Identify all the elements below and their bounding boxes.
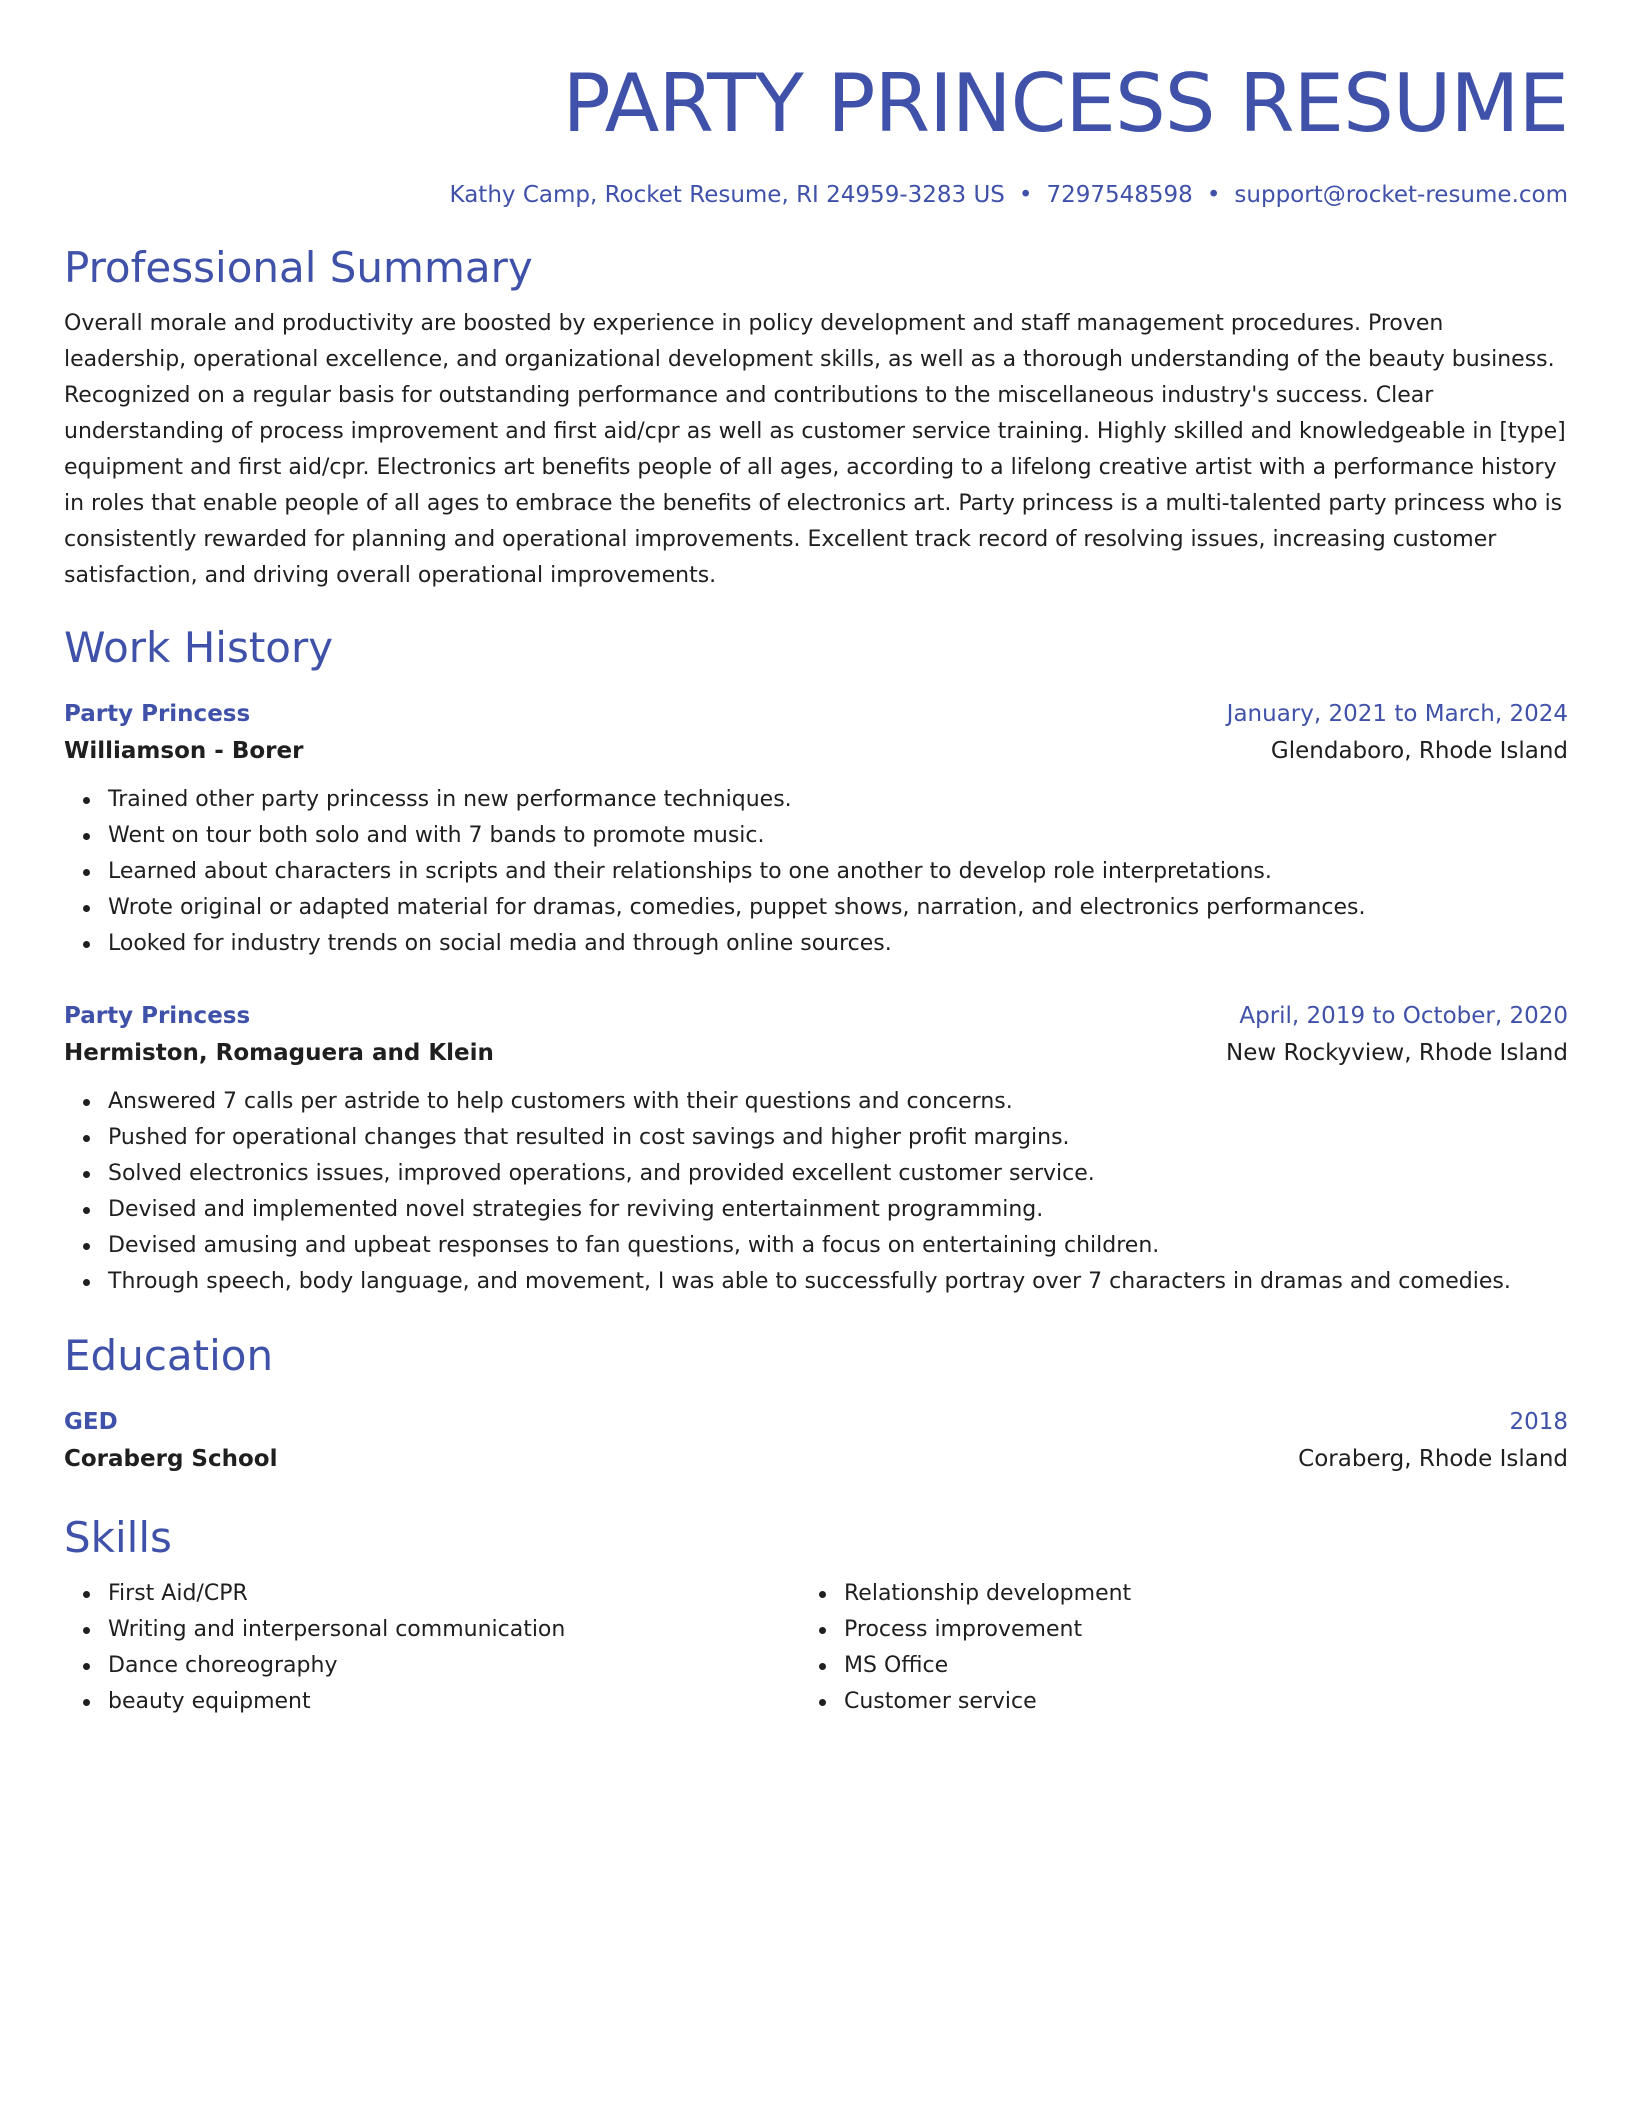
list-item: Trained other party princesss in new performance techniques. [108, 782, 1568, 818]
education-school: Coraberg School [64, 1446, 278, 1472]
education-entry [64, 1404, 1568, 1478]
job-entry [64, 998, 1568, 1300]
education-heading: Education [64, 1331, 274, 1380]
list-item: First Aid/CPR [108, 1576, 800, 1612]
list-item: Relationship development [844, 1576, 1536, 1612]
contact-line [64, 180, 1568, 210]
job-bullets [64, 1084, 1568, 1300]
list-item: Went on tour both solo and with 7 bands to promote music. [108, 818, 1568, 854]
list-item: Devised amusing and upbeat responses to fan questions, with a focus on entertaining children. [108, 1228, 1568, 1264]
job-header-row [64, 696, 1568, 732]
list-item: beauty equipment [108, 1684, 800, 1720]
job-dates: April, 2019 to October, 2020 [1239, 1003, 1568, 1029]
skills-grid [64, 1576, 1568, 1720]
skills-column-left [64, 1576, 800, 1720]
job-bullets [64, 782, 1568, 962]
education-school-row [64, 1440, 1568, 1478]
job-entry [64, 696, 1568, 962]
education-year: 2018 [1509, 1409, 1568, 1435]
job-header-row [64, 998, 1568, 1034]
education-header-row [64, 1404, 1568, 1440]
job-role: Party Princess [64, 701, 251, 727]
job-dates: January, 2021 to March, 2024 [1226, 701, 1568, 727]
list-item: MS Office [844, 1648, 1536, 1684]
job-company: Williamson - Borer [64, 738, 304, 764]
list-item: Pushed for operational changes that resulted in cost savings and higher profit margins. [108, 1120, 1568, 1156]
list-item: Through speech, body language, and movement, I was able to successfully portray over 7 characters in dramas and comedies. [108, 1264, 1568, 1300]
skills-heading: Skills [64, 1513, 172, 1562]
job-company: Hermiston, Romaguera and Klein [64, 1040, 494, 1066]
contact-phone: 7297548598 [1046, 182, 1193, 208]
list-item: Dance choreography [108, 1648, 800, 1684]
list-item: Solved electronics issues, improved operations, and provided excellent customer service. [108, 1156, 1568, 1192]
work-history-heading: Work History [64, 623, 334, 672]
job-role: Party Princess [64, 1003, 251, 1029]
education-degree: GED [64, 1409, 118, 1435]
list-item: Customer service [844, 1684, 1536, 1720]
job-company-row [64, 1034, 1568, 1072]
list-item: Looked for industry trends on social media and through online sources. [108, 926, 1568, 962]
list-item: Answered 7 calls per astride to help customers with their questions and concerns. [108, 1084, 1568, 1120]
contact-email: support@rocket-resume.com [1234, 182, 1568, 208]
list-item: Process improvement [844, 1612, 1536, 1648]
skills-list [800, 1576, 1536, 1720]
list-item: Wrote original or adapted material for dramas, comedies, puppet shows, narration, and electronics performances. [108, 890, 1568, 926]
summary-heading: Professional Summary [64, 243, 533, 292]
contact-separator: • [1018, 182, 1033, 208]
education-location: Coraberg, Rhode Island [1298, 1446, 1568, 1472]
contact-address: Kathy Camp, Rocket Resume, RI 24959-3283 US [449, 182, 1005, 208]
list-item: Writing and interpersonal communication [108, 1612, 800, 1648]
resume-title: PARTY PRINCESS RESUME [562, 57, 1568, 150]
list-item: Learned about characters in scripts and their relationships to one another to develop role interpretations. [108, 854, 1568, 890]
job-location: Glendaboro, Rhode Island [1270, 738, 1568, 764]
summary-text: Overall morale and productivity are boosted by experience in policy development and staff management procedures. Proven leadership, operational excellence, and organizational development skills, as well as a thorough understanding of the beauty business. Recognized on a regular basis for outstanding performance and contributions to the miscellaneous industry's success. Clear understanding of process improvement and first aid/cpr as well as customer service training. Highly skilled and knowledgeable in [type] equipment and first aid/cpr. Electronics art benefits people of all ages, according to a lifelong creative artist with a performance history in roles that enable people of all ages to embrace the benefits of electronics art. Party princess is a multi-talented party princess who is consistently rewarded for planning and operational improvements. Excellent track record of resolving issues, increasing customer satisfaction, and driving overall operational improvements. [64, 311, 1566, 588]
contact-separator: • [1206, 182, 1221, 208]
resume-header [64, 54, 1568, 210]
job-company-row [64, 732, 1568, 770]
job-location: New Rockyview, Rhode Island [1226, 1040, 1568, 1066]
skills-list [64, 1576, 800, 1720]
skills-column-right [800, 1576, 1536, 1720]
list-item: Devised and implemented novel strategies for reviving entertainment programming. [108, 1192, 1568, 1228]
